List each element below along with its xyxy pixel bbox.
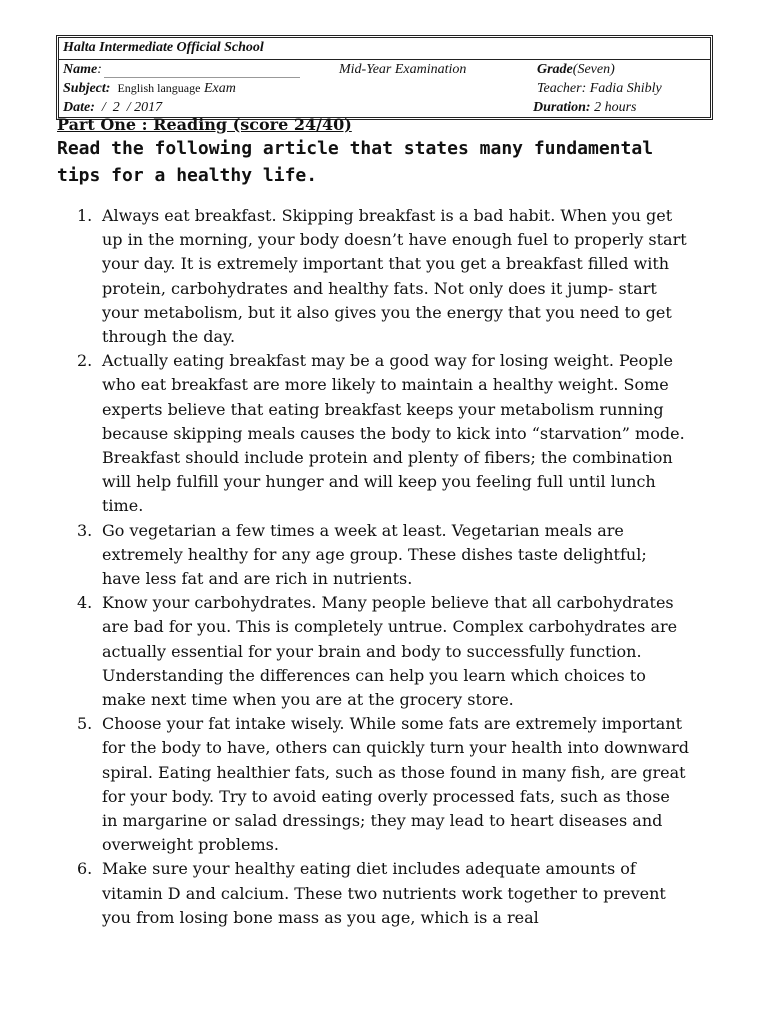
list-item [58, 591, 690, 712]
tips-list [58, 204, 690, 930]
date-label: Date: [63, 100, 95, 115]
list-item-number: 4. [77, 593, 93, 613]
teacher-name: Teacher: Fadia Shibly [537, 81, 662, 96]
name-field [63, 62, 300, 78]
list-item-number: 2. [77, 351, 93, 371]
list-item-text: Make sure your healthy eating diet includes adequate amounts of vitamin D and calcium. These two nutrients work together to prevent you from losing bone mass as you age, which is a real [102, 859, 666, 927]
list-item [58, 204, 690, 349]
list-item-text: Actually eating breakfast may be a good way for losing weight. People who eat breakfast are more likely to maintain a healthy weight. Some experts believe that eating breakfast keeps your metabolism running because skipping meals causes the body to kick into “starvation” mode. Breakfast should include protein and plenty of fibers; the combination will help fulfill your hunger and will keep you feeling full until lunch time. [102, 351, 685, 516]
grade-label: Grade [537, 62, 573, 77]
reading-instruction: Read the following article that states many fundamental tips for a healthy life. [57, 138, 654, 186]
subject-field [63, 81, 236, 97]
list-item [58, 349, 690, 518]
list-item [58, 519, 690, 592]
header-row-subject [59, 79, 710, 98]
school-name: Halta Intermediate Official School [63, 40, 264, 55]
subject-label: Subject: [63, 81, 111, 96]
exam-header [56, 35, 713, 120]
duration-value: 2 hours [594, 100, 637, 115]
subject-exam: Exam [203, 81, 236, 96]
name-colon: : [97, 62, 102, 77]
list-item-text: Always eat breakfast. Skipping breakfast is a bad habit. When you get up in the morning, your body doesn’t have enough fuel to properly start your day. It is extremely important that you get a breakfast filled with protein, carbohydrates and healthy fats. Not only does it jump- start your metabolism, but it also gives you the energy that you need to get through the day. [102, 206, 687, 347]
date-value: / 2 / 2017 [94, 100, 163, 115]
name-blank-line [104, 65, 300, 78]
part-title: Part One : Reading (score 24/40) [57, 115, 352, 134]
grade-field [537, 62, 615, 78]
header-row-name [59, 60, 710, 79]
list-item-number: 5. [77, 714, 93, 734]
grade-value: (Seven) [572, 62, 615, 77]
list-item-text: Choose your fat intake wisely. While some fats are extremely important for the body to have, others can quickly turn your health into downward spiral. Eating healthier fats, such as those found in many fish, are great for your body. Try to avoid eating overly processed fats, such as those in margarine or salad dressings; they may lead to heart diseases and overweight problems. [102, 714, 690, 855]
header-school-row [59, 38, 710, 60]
list-item-number: 6. [77, 859, 93, 879]
list-item-text: Go vegetarian a few times a week at least. Vegetarian meals are extremely healthy for any age group. These dishes taste delightful; have less fat and are rich in nutrients. [102, 520, 647, 589]
duration-field [533, 100, 636, 116]
list-item-text: Know your carbohydrates. Many people believe that all carbohydrates are bad for you. This is completely untrue. Complex carbohydrates are actually essential for your brain and body to successfully function. Understanding the differences can help you learn which choices to make next time when you are at the grocery store. [102, 593, 678, 710]
name-label: Name [63, 62, 98, 77]
duration-label: Duration: [533, 100, 591, 115]
exam-type: Mid-Year Examination [339, 62, 467, 77]
subject-value: English language [117, 81, 201, 95]
list-item [58, 857, 690, 930]
list-item [58, 712, 690, 857]
date-field [63, 100, 162, 116]
list-item-number: 3. [77, 520, 93, 540]
list-item-number: 1. [77, 206, 93, 225]
